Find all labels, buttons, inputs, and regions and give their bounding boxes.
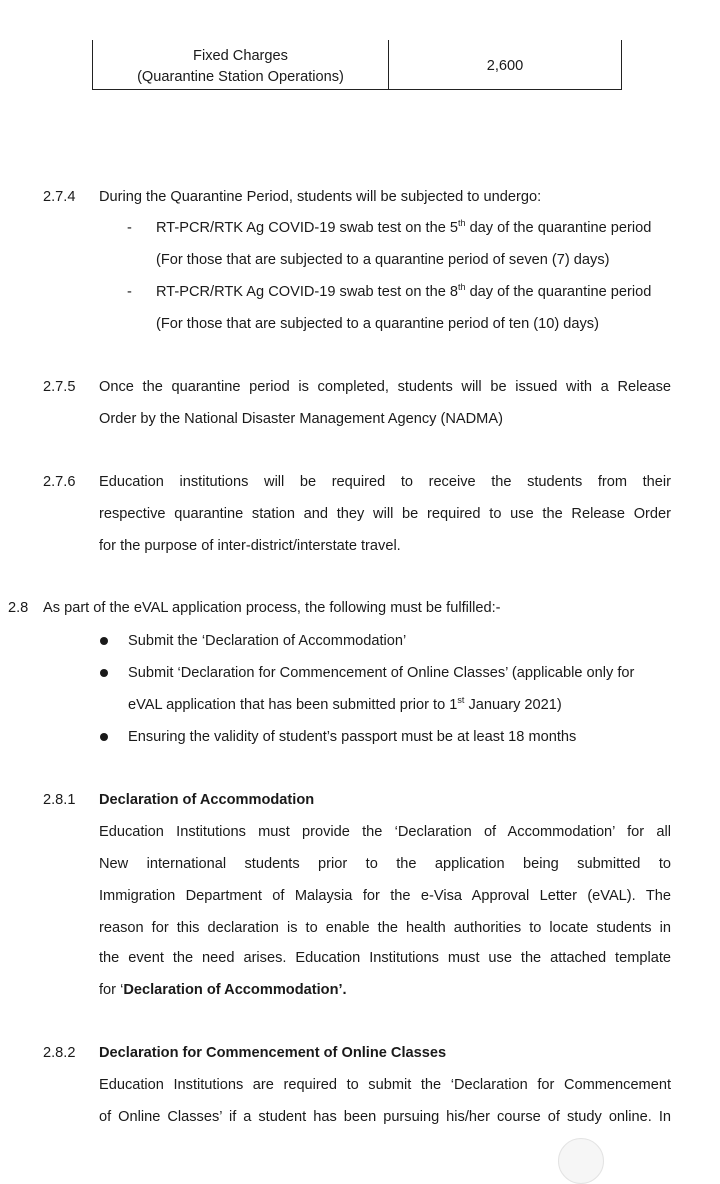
bullet-icon: [100, 669, 108, 677]
section-number-2-8-1: 2.8.1: [43, 792, 76, 808]
section-number-2-8-2: 2.8.2: [43, 1045, 76, 1061]
text-run: for ‘: [99, 982, 124, 998]
section-2-8-1-line-2: New international students prior to the application being submitted to: [99, 856, 671, 872]
text-run: eVAL application that has been submitted prior to 1: [128, 697, 458, 713]
requirement-item-2-line-2: [128, 695, 562, 715]
section-2-7-6-line-3: for the purpose of inter-district/interstate travel.: [99, 538, 401, 554]
superscript: st: [457, 695, 465, 705]
section-2-8-1-line-1: Education Institutions must provide the ‘Declaration of Accommodation’ for all: [99, 824, 671, 840]
section-2-8-2-line-1: Education Institutions are required to submit the ‘Declaration for Commencement: [99, 1077, 671, 1093]
bold-text-run: Declaration of Accommodation’.: [123, 982, 347, 998]
section-2-7-5-line-2: Order by the National Disaster Management Agency (NADMA): [99, 411, 503, 427]
table-cell-value: 2,600: [486, 58, 524, 74]
section-number-2-7-4: 2.7.4: [43, 189, 76, 205]
section-2-8-text: As part of the eVAL application process, the following must be fulfilled:-: [43, 600, 501, 616]
section-2-8-2-line-2: of Online Classes’ if a student has been pursuing his/her course of study online. In: [99, 1109, 671, 1125]
section-number-2-7-5: 2.7.5: [43, 379, 76, 395]
dash-marker: -: [127, 284, 132, 300]
section-2-7-4-text: During the Quarantine Period, students will be subjected to undergo:: [99, 189, 542, 205]
text-run: day of the quarantine period: [465, 284, 652, 300]
section-2-8-1-line-5: the event the need arises. Education Institutions must use the attached template: [99, 950, 671, 966]
section-2-7-6-line-2: respective quarantine station and they will be required to use the Release Order: [99, 506, 671, 522]
label-line-1: Fixed Charges: [193, 48, 288, 64]
text-run: day of the quarantine period: [465, 220, 652, 236]
section-2-8-1-heading: Declaration of Accommodation: [99, 792, 315, 808]
section-number-2-8: 2.8: [8, 600, 29, 616]
table-cell-label: [93, 46, 388, 87]
text-run: RT-PCR/RTK Ag COVID-19 swab test on the 5: [156, 220, 458, 236]
test-item-1-line-2: (For those that are subjected to a quarantine period of seven (7) days): [156, 252, 610, 268]
charges-table-fragment: [92, 40, 622, 90]
label-line-2: (Quarantine Station Operations): [137, 68, 344, 85]
bullet-icon: [100, 733, 108, 741]
text-run: January 2021): [464, 697, 562, 713]
bullet-icon: [100, 637, 108, 645]
requirement-item-2-line-1: Submit ‘Declaration for Commencement of Online Classes’ (applicable only for: [128, 665, 635, 681]
section-2-7-5-line-1: Once the quarantine period is completed, students will be issued with a Release: [99, 379, 671, 395]
superscript: th: [458, 218, 466, 228]
test-item-2-line-1: [156, 282, 651, 302]
requirement-item-1: Submit the ‘Declaration of Accommodation’: [128, 633, 407, 649]
section-2-8-1-line-3: Immigration Department of Malaysia for the e-Visa Approval Letter (eVAL). The: [99, 888, 671, 904]
test-item-1-line-1: [156, 218, 651, 238]
floating-scroll-button[interactable]: [558, 1138, 604, 1184]
text-run: RT-PCR/RTK Ag COVID-19 swab test on the 8: [156, 284, 458, 300]
section-2-7-6-line-1: Education institutions will be required to receive the students from their: [99, 474, 671, 490]
section-2-8-1-line-4: reason for this declaration is to enable the health authorities to locate students in: [99, 920, 671, 936]
section-2-8-1-line-6: [99, 980, 347, 1000]
section-number-2-7-6: 2.7.6: [43, 474, 76, 490]
test-item-2-line-2: (For those that are subjected to a quarantine period of ten (10) days): [156, 316, 599, 332]
superscript: th: [458, 282, 466, 292]
section-2-8-2-heading: Declaration for Commencement of Online Classes: [99, 1045, 447, 1061]
requirement-item-3: Ensuring the validity of student’s passport must be at least 18 months: [128, 729, 577, 745]
dash-marker: -: [127, 220, 132, 236]
